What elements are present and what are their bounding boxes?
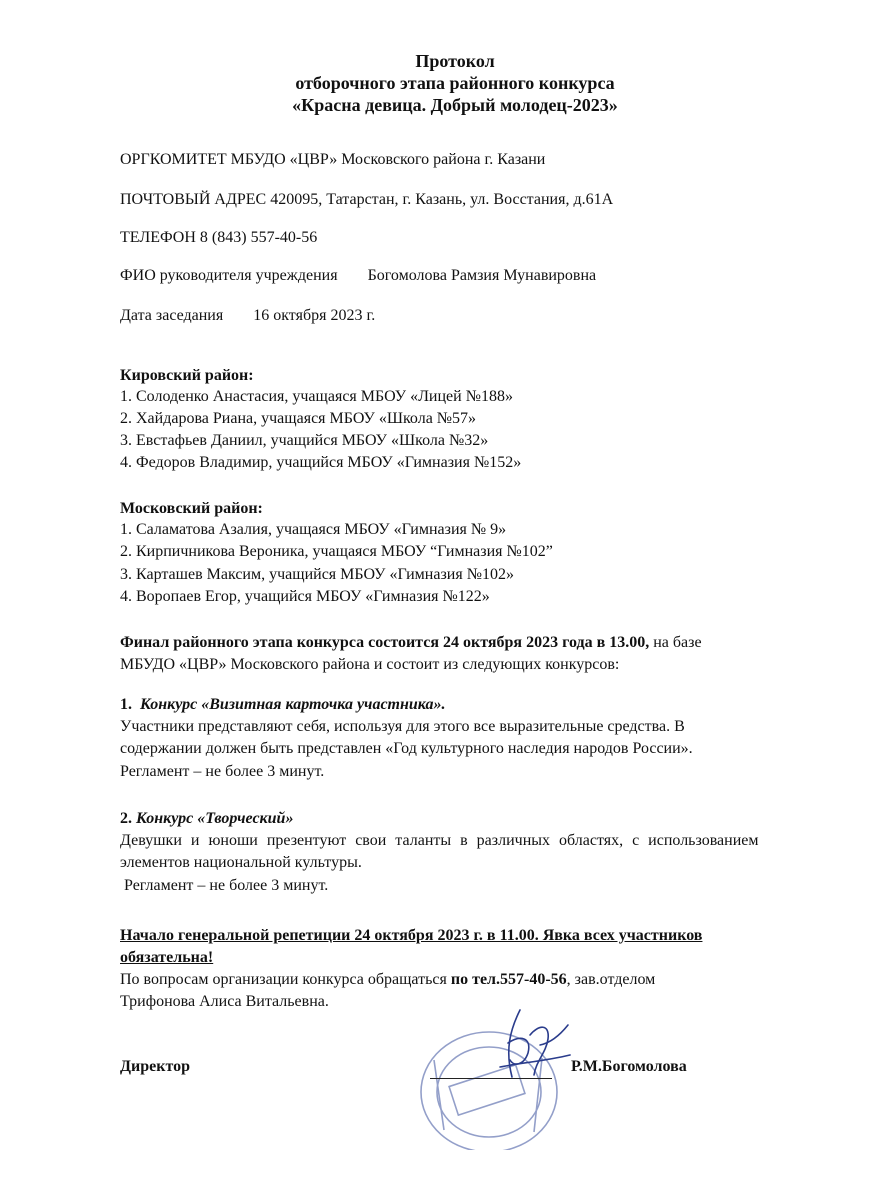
contact-phone: по тел.557-40-56: [450, 971, 567, 988]
final-line-1: [120, 633, 702, 653]
contest-2-line: Регламент – не более 3 минут.: [120, 877, 329, 894]
contest-2-line: [120, 831, 759, 851]
rehearsal-line-2: обязательна!: [120, 949, 214, 966]
final-rest: на базе: [649, 634, 702, 651]
contest-2-heading: [120, 809, 293, 829]
contest-title: Конкурс «Визитная карточка участника».: [140, 696, 446, 713]
director-signature-name: Р.М.Богомолова: [571, 1058, 687, 1075]
date-label: Дата заседания: [120, 307, 224, 324]
postal-address: ПОЧТОВЫЙ АДРЕС 420095, Татарстан, г. Казань, ул. Восстания, д.61А: [120, 191, 614, 208]
district-heading: Кировский район:: [120, 367, 254, 384]
contest-1-line: Регламент – не более 3 минут.: [120, 763, 325, 780]
participant: 4. Федоров Владимир, учащийся МБОУ «Гимназия №152»: [120, 454, 522, 471]
title-line-2: отборочного этапа районного конкурса: [295, 73, 615, 93]
orgcommittee: ОРГКОМИТЕТ МБУДО «ЦВР» Московского района г. Казани: [120, 151, 546, 168]
contest-1-line: Участники представляют себя, используя для этого все выразительные средства. В: [120, 718, 685, 735]
director-row: [120, 266, 596, 286]
date-value: 16 октября 2023 г.: [253, 307, 376, 324]
contest-2-line: элементов национальной культуры.: [120, 854, 362, 871]
contest-number: 1.: [120, 696, 132, 713]
rehearsal-line-1: Начало генеральной репетиции 24 октября 2023 г. в 11.00. Явка всех участников: [120, 927, 703, 944]
participant: 2. Кирпичникова Вероника, учащаяся МБОУ “Гимназия №102”: [120, 543, 553, 560]
signature-line: [430, 1078, 552, 1079]
participant: 1. Солоденко Анастасия, учащаяся МБОУ «Лицей №188»: [120, 388, 513, 405]
title-line-3: «Красна девица. Добрый молодец-2023»: [292, 95, 618, 115]
final-line-2: МБУДО «ЦВР» Московского района и состоит из следующих конкурсов:: [120, 656, 620, 673]
participant: 2. Хайдарова Риана, учащаяся МБОУ «Школа №57»: [120, 410, 477, 427]
meeting-date-row: [120, 306, 375, 326]
participant: 3. Карташев Максим, учащийся МБОУ «Гимназия №102»: [120, 566, 514, 583]
title-line-1: Протокол: [415, 51, 495, 71]
participant: 3. Евстафьев Даниил, учащийся МБОУ «Школа №32»: [120, 432, 489, 449]
district-heading: Московский район:: [120, 500, 263, 517]
contact-suffix: , зав.отделом: [566, 971, 656, 988]
director-label: ФИО руководителя учреждения: [120, 267, 338, 284]
handwritten-signature: [490, 1005, 575, 1085]
participant: 1. Саламатова Азалия, учащаяся МБОУ «Гимназия № 9»: [120, 521, 507, 538]
contact-line-1: [120, 970, 655, 990]
participant: 4. Воропаев Егор, учащийся МБОУ «Гимназия №122»: [120, 588, 490, 605]
contest-1-line: содержании должен быть представлен «Год культурного наследия народов России».: [120, 740, 693, 757]
contact-prefix: По вопросам организации конкурса обращаться: [120, 971, 451, 988]
final-bold: Финал районного этапа конкурса состоится 24 октября 2023 года в 13.00,: [120, 634, 650, 651]
director-role: Директор: [120, 1058, 190, 1075]
contest-2-line-text: Девушки и юноши презентуют свои таланты в различных областях, с использованием: [120, 832, 759, 849]
contest-title: Конкурс «Творческий»: [136, 810, 294, 827]
contact-line-2: Трифонова Алиса Витальевна.: [120, 993, 329, 1010]
contest-number: 2.: [120, 810, 132, 827]
contest-1-heading: [120, 695, 445, 715]
phone: ТЕЛЕФОН 8 (843) 557-40-56: [120, 229, 318, 246]
director-name: Богомолова Рамзия Мунавировна: [367, 267, 597, 284]
